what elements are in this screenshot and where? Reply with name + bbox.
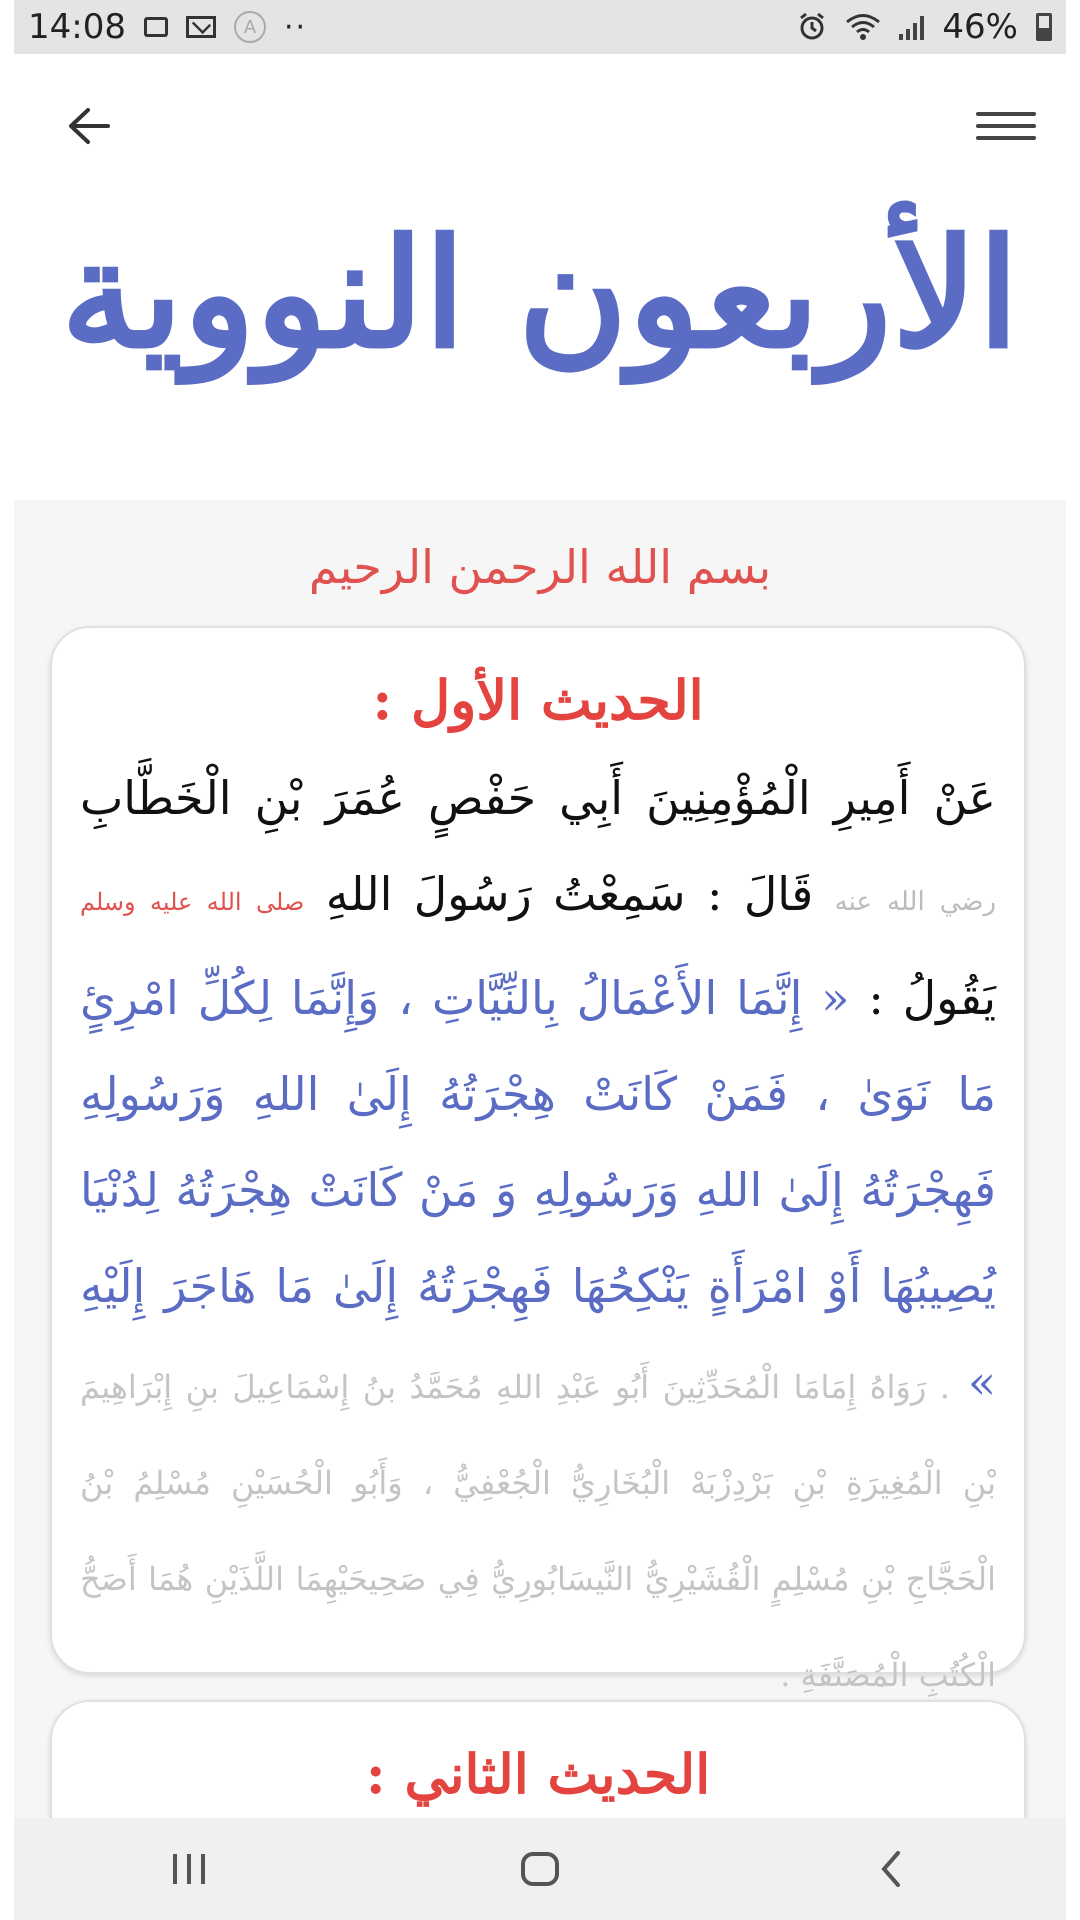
hamburger-menu-icon — [976, 112, 1036, 116]
recent-apps-icon — [169, 1852, 209, 1886]
status-time: 14:08 — [28, 7, 126, 47]
hadith-card[interactable] — [50, 1700, 1026, 1818]
honor-phrase: رضي الله عنه — [834, 887, 997, 917]
hadith-title: الحديث الأول : — [372, 668, 704, 732]
hadith-card[interactable] — [50, 626, 1026, 1694]
status-bar — [14, 0, 1066, 54]
app-title: الأربعون النووية — [60, 206, 1020, 382]
hadith-title: الحديث الثاني : — [365, 1742, 711, 1806]
back-icon — [876, 1849, 906, 1889]
hadith-intro: عَنْ أَمِيرِ الْمُؤْمِنِينَ أَبِي حَفْصٍ عُمَرَ بْنِ الْخَطَّابِ — [80, 771, 996, 825]
app-header — [0, 54, 1080, 500]
battery-percentage: 46% — [942, 7, 1018, 47]
hadith-says: يَقُولُ : — [868, 971, 997, 1025]
hadith-quote: « إِنَّمَا الأَعْمَالُ بِالنِّيَّاتِ ، وَإِنَّمَا لِكُلِّ امْرِئٍ مَا نَوَىٰ ، فَمَنْ كَانَتْ هِجْرَتُهُ إِلَىٰ اللهِ وَرَسُولِهِ فَهِجْرَتُهُ إِلَىٰ اللهِ وَرَسُولِهِ وَ مَنْ كَانَتْ هِجْرَتُهُ لِدُنْيَا يُصِيبُهَا أَوْ امْرَأَةٍ يَنْكِحُهَا فَهِجْرَتُهُ إِلَىٰ مَا هَاجَرَ إِلَيْهِ » — [80, 971, 996, 1409]
system-nav-bar — [14, 1818, 1066, 1920]
mail-icon — [186, 16, 216, 38]
basmala: بسم الله الرحمن الرحيم — [308, 540, 772, 594]
more-dots-icon: ·· — [283, 9, 308, 45]
accessibility-icon: A — [234, 11, 266, 43]
salah-phrase: صلى الله عليه وسلم — [80, 888, 305, 916]
nav-back-button[interactable] — [841, 1829, 941, 1909]
hadith-said: قَالَ : سَمِعْتُ رَسُولَ اللهِ — [325, 867, 814, 921]
status-left — [28, 7, 307, 47]
content-area[interactable] — [14, 500, 1066, 1818]
gallery-icon — [144, 17, 168, 37]
arrow-left-icon — [66, 106, 110, 146]
menu-button[interactable] — [976, 96, 1036, 156]
signal-icon — [899, 14, 924, 40]
home-button[interactable] — [490, 1829, 590, 1909]
battery-icon — [1036, 13, 1052, 41]
wifi-icon — [845, 13, 881, 41]
back-button[interactable] — [58, 96, 118, 156]
alarm-icon — [797, 12, 827, 42]
home-icon — [519, 1848, 561, 1890]
hadith-text — [80, 750, 996, 1718]
status-right — [797, 7, 1052, 47]
recent-apps-button[interactable] — [139, 1829, 239, 1909]
hadith-narration: . رَوَاهُ إِمَامَا الْمُحَدِّثِينَ أَبُو عَبْدِ اللهِ مُحَمَّدُ بنُ إِسْمَاعِيلَ بنِ إِبْرَاهِيمَ بْنِ الْمُغِيرَةِ بْنِ بَرْدِزْبَهْ الْبُخَارِيُّ الْجُعْفِيُّ ، وَأَبُو الْحُسَيْنِ مُسْلِمُ بْنُ الْحَجَّاجِ بْنِ مُسْلِمٍ الْقُشَيْرِيُّ النَّيسَابُورِيُّ فِي صَحِيحَيْهِمَا اللَّذَيْنِ هُمَا أَصَحُّ الْكُتُبِ الْمُصَنَّفَةِ . — [80, 1368, 997, 1694]
